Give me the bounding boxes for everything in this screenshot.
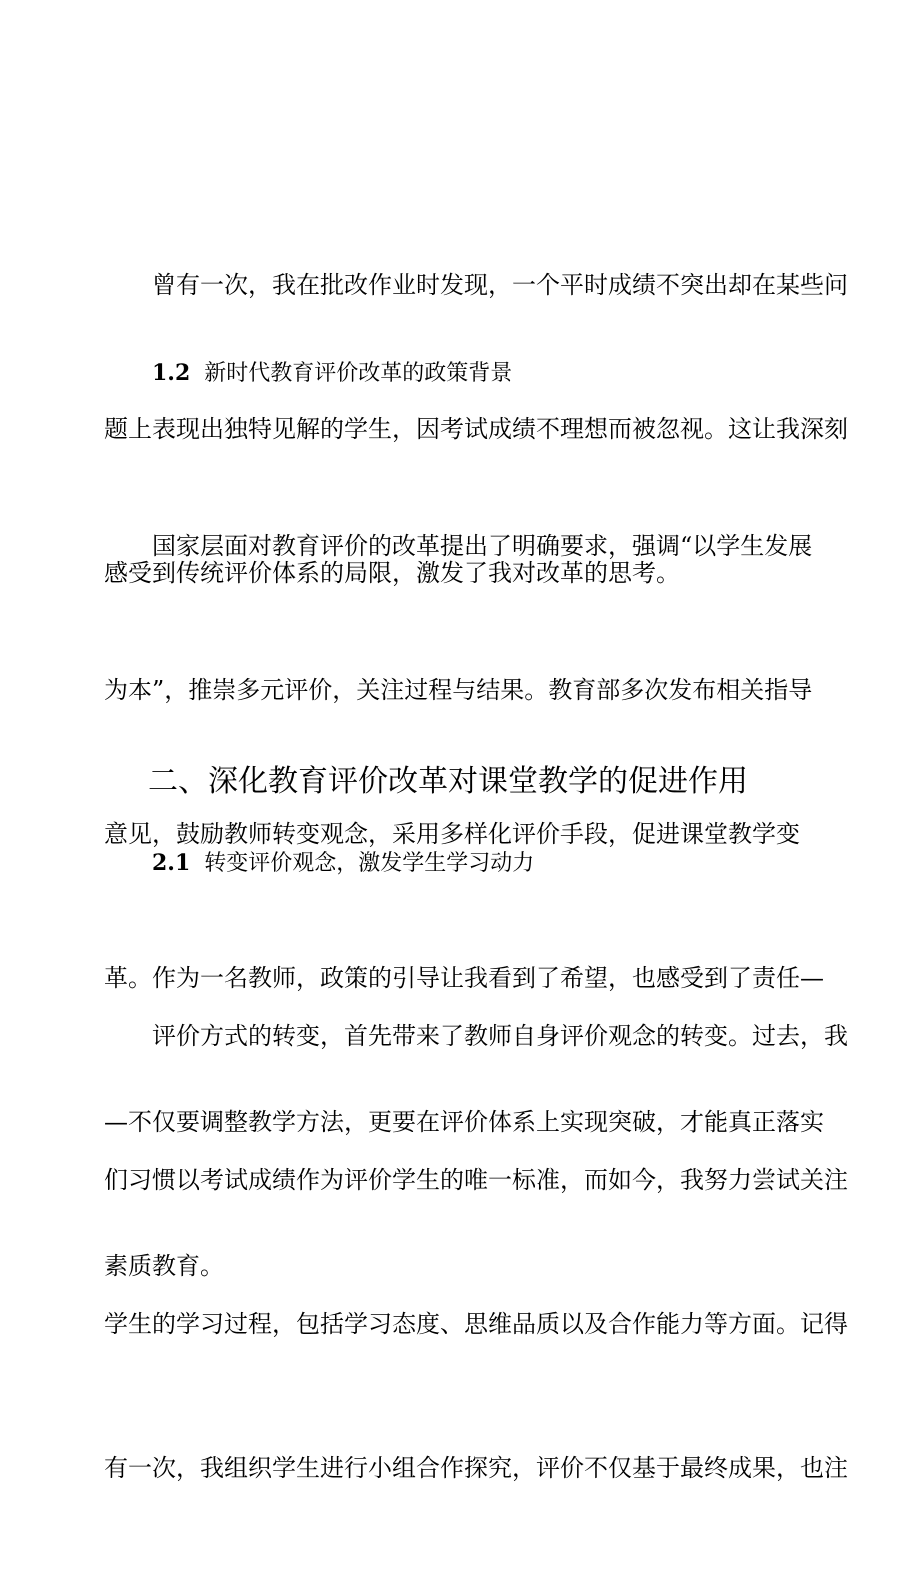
section-heading-2-1 xyxy=(152,846,534,877)
chapter-heading-2 xyxy=(148,756,748,800)
paragraph-line: 国家层面对教育评价的改革提出了明确要求，强调“以学生发展 xyxy=(152,532,813,560)
paragraph-line: 题上表现出独特见解的学生，因考试成绩不理想而被忽视。这让我深刻 xyxy=(104,415,848,443)
paragraph-line: 感受到传统评价体系的局限，激发了我对改革的思考。 xyxy=(104,559,680,587)
paragraph-line: 革。作为一名教师，政策的引导让我看到了希望，也感受到了责任— xyxy=(104,964,824,992)
paragraph-line: 曾有一次，我在批改作业时发现，一个平时成绩不突出却在某些问 xyxy=(152,271,848,299)
section-title: 新时代教育评价改革的政策背景 xyxy=(204,361,513,386)
paragraph-line: 为本”，推崇多元评价，关注过程与结果。教育部多次发布相关指导 xyxy=(104,676,813,704)
paragraph-line: 学生的学习过程，包括学习态度、思维品质以及合作能力等方面。记得 xyxy=(104,1310,848,1338)
chapter-title: 二、深化教育评价改革对课堂教学的促进作用 xyxy=(148,764,748,799)
section-number: 1.2 xyxy=(152,360,191,386)
paragraph-line: 素质教育。 xyxy=(104,1252,224,1280)
paragraph-line: 们习惯以考试成绩作为评价学生的唯一标准，而如今，我努力尝试关注 xyxy=(104,1166,848,1194)
section-heading-1-2 xyxy=(152,356,512,387)
paragraph-line: 评价方式的转变，首先带来了教师自身评价观念的转变。过去，我 xyxy=(152,1022,848,1050)
paragraph-3 xyxy=(104,916,848,1588)
section-number: 2.1 xyxy=(152,850,191,876)
paragraph-line: —不仅要调整教学方法，更要在评价体系上实现突破，才能真正落实 xyxy=(104,1108,824,1136)
section-title: 转变评价观念，激发学生学习动力 xyxy=(204,851,535,876)
paragraph-line: 意见，鼓励教师转变观念，采用多样化评价手段，促进课堂教学变 xyxy=(104,820,800,848)
paragraph-line: 有一次，我组织学生进行小组合作探究，评价不仅基于最终成果，也注 xyxy=(104,1454,848,1482)
